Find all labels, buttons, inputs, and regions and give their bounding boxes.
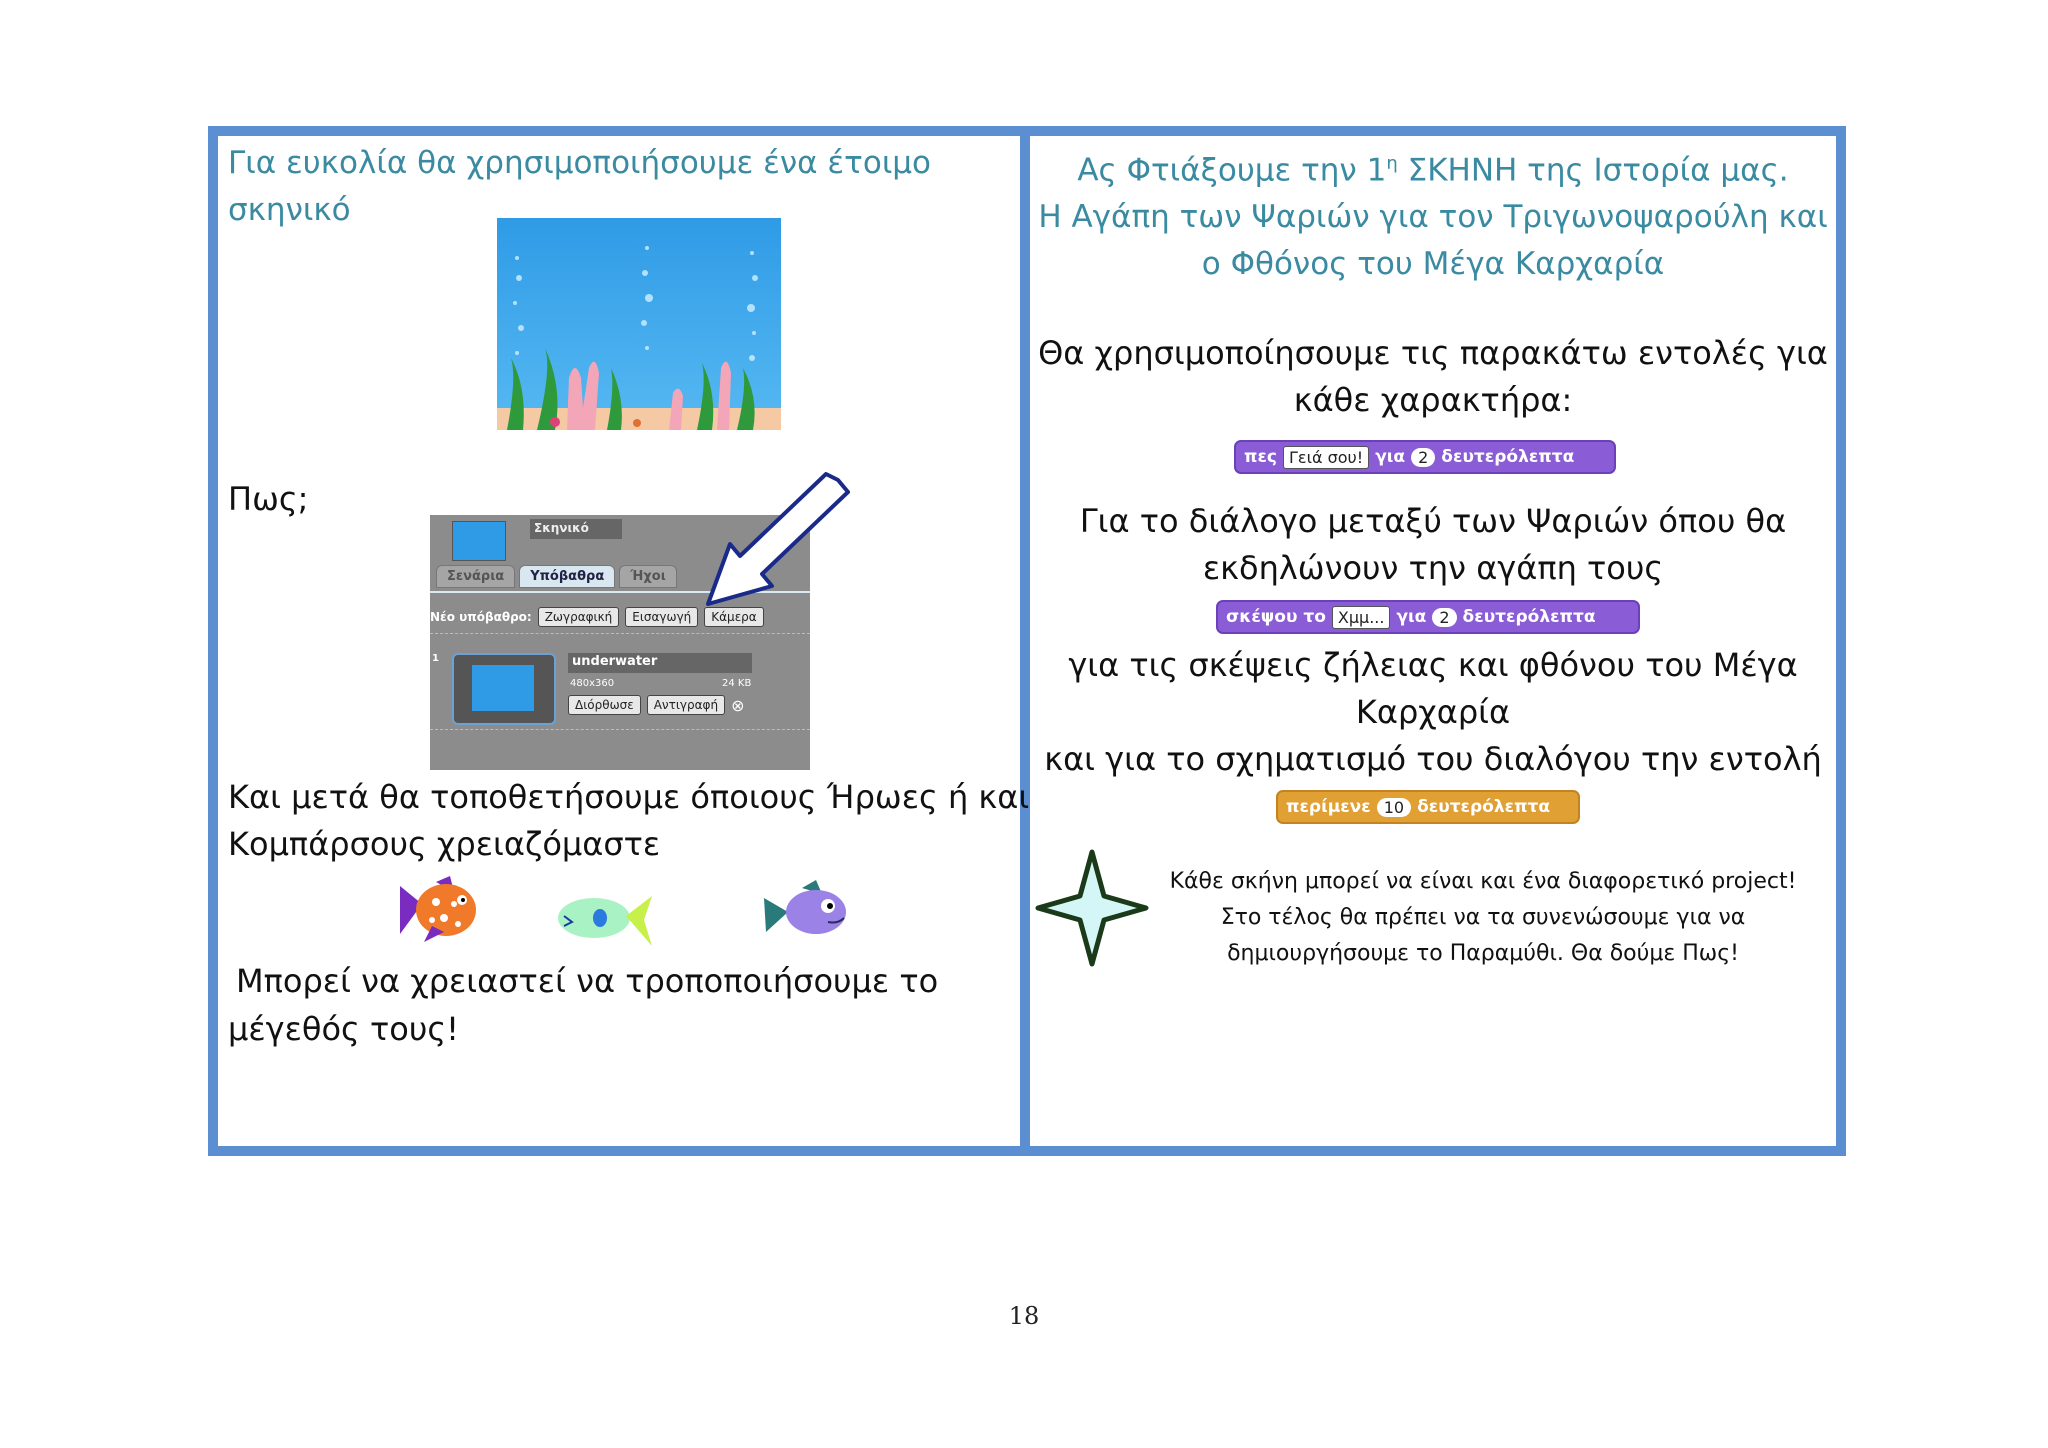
left-para2 — [236, 958, 938, 1005]
wait-block — [1276, 790, 1580, 824]
right-think-line2: Καρχαρία — [1355, 693, 1511, 731]
right-intro-line1: Θα χρησιμοποίησουμε τις παρακάτω εντολές για — [1038, 334, 1828, 372]
separator-bottom — [430, 729, 810, 731]
right-title-line3: ο Φθόνος του Μέγα Καρχαρία — [1201, 246, 1665, 283]
camera-button[interactable]: Κάμερα — [704, 607, 763, 627]
costume-thumbnail-frame[interactable] — [452, 653, 556, 725]
how-label: Πως; — [228, 480, 309, 518]
say-block-unit: δευτερόλεπτα — [1441, 447, 1575, 467]
new-backdrop-label: Νέο υπόβαθρο: — [430, 610, 532, 624]
left-para1-line1: Και μετά θα τοποθετήσουμε όποιους Ήρωες ή και — [228, 778, 1030, 816]
think-block-text: Χμμ... — [1332, 606, 1391, 629]
right-title-line1-b: ΣΚΗΝΗ της Ιστορία μας. — [1397, 152, 1789, 189]
underwater-backdrop-image — [497, 218, 781, 430]
right-title-sup: η — [1386, 153, 1398, 174]
think-block-for: για — [1396, 607, 1427, 627]
costume-kb: 24 KB — [722, 678, 752, 689]
say-block — [1234, 440, 1616, 474]
left-para2-line1: Μπορεί να χρειαστεί να τροποποιήσουμε το — [236, 962, 939, 1000]
right-think — [1030, 642, 1836, 783]
say-block-text: Γειά σου! — [1283, 446, 1369, 469]
note-line3: δημιουργήσουμε το Παραμύθι. Θα δούμε Πως! — [1227, 941, 1739, 966]
wait-block-verb: περίμενε — [1286, 797, 1371, 817]
wait-block-unit: δευτερόλεπτα — [1417, 797, 1551, 817]
column-divider — [1020, 126, 1030, 1156]
tab-scripts[interactable]: Σενάρια — [436, 565, 515, 588]
left-para2-line2: μέγεθός τους! — [228, 1010, 459, 1048]
right-dialog — [1030, 498, 1836, 592]
paint-button[interactable]: Ζωγραφική — [538, 607, 620, 627]
import-button[interactable]: Εισαγωγή — [625, 607, 698, 627]
right-think-line1: για τις σκέψεις ζήλειας και φθόνου του Μέγα — [1068, 646, 1798, 684]
new-backdrop-row — [430, 607, 764, 627]
note — [1150, 864, 1816, 972]
right-title — [1030, 140, 1836, 288]
star-icon — [1034, 848, 1150, 968]
purple-fish-icon — [762, 878, 852, 944]
right-title-line1 — [1030, 140, 1836, 194]
right-intro-line2: κάθε χαρακτήρα: — [1293, 381, 1573, 419]
costume-size: 480x360 — [570, 678, 615, 689]
stage-name-field[interactable]: Σκηνικό — [530, 519, 622, 539]
right-title-line2: Η Αγάπη των Ψαριών για τον Τριγωνοψαρούλη και — [1038, 199, 1828, 236]
green-fish-icon — [552, 892, 656, 948]
right-intro — [1030, 330, 1836, 424]
copy-costume-button[interactable]: Αντιγραφή — [647, 695, 725, 715]
tab-sounds[interactable]: Ήχοι — [619, 565, 677, 588]
say-block-for: για — [1375, 447, 1406, 467]
delete-costume-icon[interactable]: ⊗ — [731, 695, 745, 715]
think-block-secs: 2 — [1432, 608, 1456, 627]
left-heading-line2: σκηνικό — [228, 192, 351, 228]
costume-thumbnail — [472, 665, 534, 711]
left-para1-line2: Κομπάρσους χρειαζόμαστε — [228, 825, 661, 863]
left-para1 — [228, 774, 1029, 868]
edit-costume-button[interactable]: Διόρθωσε — [568, 695, 641, 715]
right-wait-line: και για το σχηματισμό του διαλόγου την εντολή — [1044, 740, 1822, 778]
separator — [430, 633, 810, 635]
tab-bar — [436, 565, 677, 588]
think-block-verb: σκέψου το — [1226, 607, 1326, 627]
right-dialog-line2: εκδηλώνουν την αγάπη τους — [1202, 549, 1664, 587]
right-dialog-line1: Για το διάλογο μεταξύ των Ψαριών όπου θα — [1079, 502, 1787, 540]
left-heading-line1: Για ευκολία θα χρησιμοποιήσουμε ένα έτοιμο — [228, 145, 931, 181]
think-block — [1216, 600, 1640, 634]
right-title-line1-a: Ας Φτιάξουμε την 1 — [1077, 152, 1387, 189]
tab-backdrops[interactable]: Υπόβαθρα — [519, 565, 615, 588]
costume-index: 1 — [432, 653, 439, 664]
note-line1: Κάθε σκήνη μπορεί να είναι και ένα διαφορετικό project! — [1169, 869, 1797, 894]
costume-name-field[interactable]: underwater — [568, 653, 752, 673]
stage-thumbnail — [452, 521, 506, 561]
wait-block-secs: 10 — [1377, 798, 1411, 817]
orange-fish-icon — [396, 874, 480, 946]
think-block-unit: δευτερόλεπτα — [1462, 607, 1596, 627]
costume-actions — [568, 695, 744, 715]
say-block-verb: πες — [1244, 447, 1277, 467]
note-line2: Στο τέλος θα πρέπει να τα συνενώσουμε για να — [1220, 905, 1746, 930]
arrow-icon — [700, 470, 850, 610]
say-block-secs: 2 — [1411, 448, 1435, 467]
page-number: 18 — [1008, 1302, 1040, 1330]
